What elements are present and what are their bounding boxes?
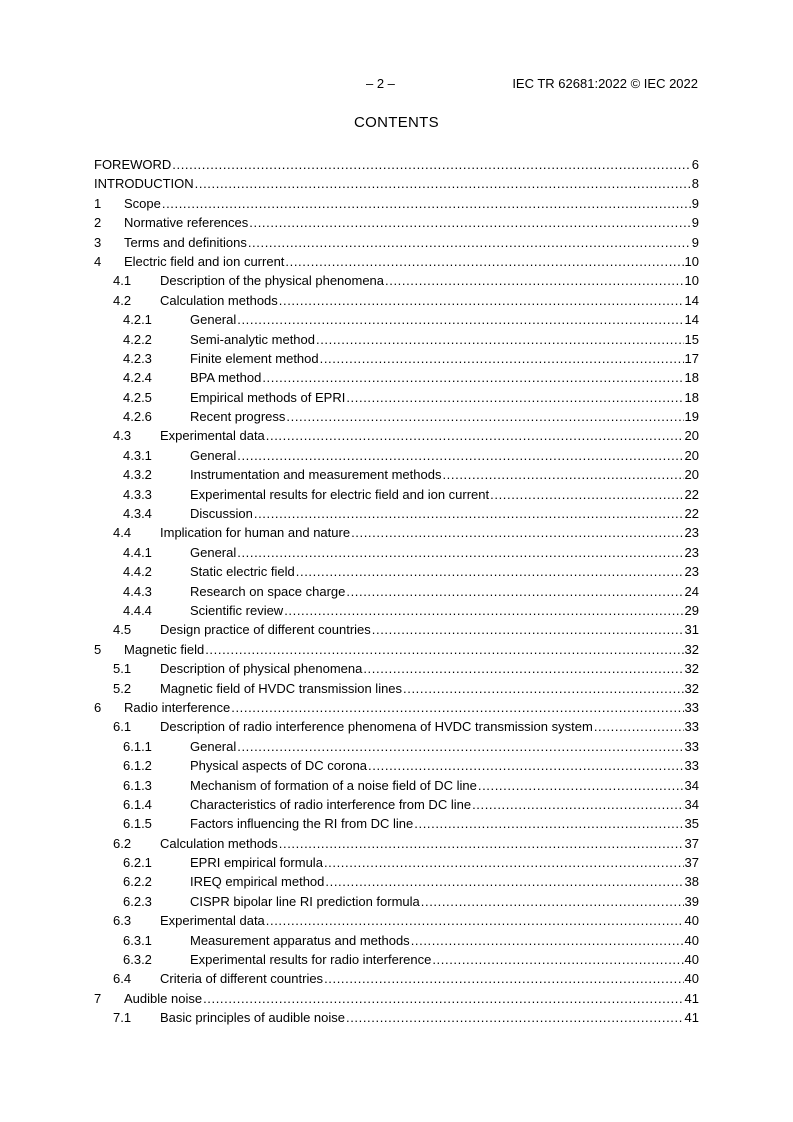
toc-entry-title: BPA method: [190, 370, 262, 386]
toc-entry-number: 6.3.1: [123, 932, 152, 948]
toc-entry-page: 9: [691, 215, 699, 231]
toc-entry-title: FOREWORD: [94, 157, 172, 172]
toc-entry-page: 32: [684, 680, 699, 696]
dot-leader: [285, 252, 683, 271]
dot-leader: [284, 601, 683, 620]
toc-entry-number: 2: [94, 215, 102, 231]
toc-entry-page: 22: [684, 506, 699, 522]
toc-entry-title: Audible noise: [124, 990, 203, 1006]
toc-entry-title: Semi-analytic method: [190, 331, 315, 347]
toc-entry-title: Electric field and ion current: [124, 253, 285, 269]
toc-entry-number: 5.2: [113, 680, 132, 696]
dot-leader: [385, 271, 684, 290]
toc-entry-title: Experimental results for radio interference: [190, 952, 432, 968]
dot-leader: [490, 485, 683, 504]
toc-entry-title: Calculation methods: [160, 292, 278, 308]
dot-leader: [346, 1008, 684, 1027]
toc-entry-number: 4.2.5: [123, 389, 152, 405]
toc-entry[interactable]: [94, 504, 699, 523]
toc-entry-page: 18: [684, 370, 699, 386]
toc-entry-page: 9: [691, 195, 699, 211]
toc-entry[interactable]: [94, 582, 699, 601]
toc-entry-page: 37: [684, 835, 699, 851]
dot-leader: [351, 523, 683, 542]
dot-leader: [472, 795, 683, 814]
toc-entry-number: 6.2.3: [123, 893, 152, 909]
toc-entry-page: 10: [684, 253, 699, 269]
toc-entry-page: 14: [684, 312, 699, 328]
toc-entry-number: 3: [94, 234, 102, 250]
table-of-contents: [94, 155, 699, 1028]
toc-entry-title: Basic principles of audible noise: [160, 1010, 345, 1026]
toc-entry[interactable]: [94, 388, 699, 407]
toc-entry-number: 4.2: [113, 292, 132, 308]
toc-entry-title: Discussion: [190, 506, 253, 522]
toc-entry-page: 20: [684, 447, 699, 463]
toc-entry-page: 40: [684, 913, 699, 929]
toc-entry-title: Mechanism of formation of a noise field of DC line: [190, 777, 477, 793]
dot-leader: [237, 310, 683, 329]
dot-leader: [248, 233, 691, 252]
toc-entry-page: 34: [684, 796, 699, 812]
toc-entry[interactable]: [94, 562, 699, 581]
toc-entry-number: 4.2.6: [123, 409, 152, 425]
dot-leader: [363, 659, 683, 678]
toc-entry-number: 7.1: [113, 1010, 132, 1026]
toc-entry[interactable]: [94, 330, 699, 349]
dot-leader: [432, 950, 683, 969]
toc-entry-page: 32: [684, 661, 699, 677]
toc-entry-title: EPRI empirical formula: [190, 855, 323, 871]
toc-entry-page: 32: [684, 641, 699, 657]
toc-entry-number: 4.4: [113, 525, 132, 541]
toc-entry-page: 15: [684, 331, 699, 347]
toc-entry[interactable]: [94, 233, 699, 252]
toc-entry[interactable]: [94, 349, 699, 368]
toc-entry[interactable]: [94, 795, 699, 814]
toc-entry-title: General: [190, 447, 237, 463]
toc-entry-title: Magnetic field of HVDC transmission lines: [160, 680, 403, 696]
dot-leader: [249, 213, 690, 232]
toc-entry-page: 41: [684, 1010, 699, 1026]
toc-entry-number: 6.1.2: [123, 758, 152, 774]
toc-entry[interactable]: [94, 407, 699, 426]
toc-entry-title: Description of physical phenomena: [160, 661, 363, 677]
dot-leader: [411, 931, 684, 950]
toc-entry-number: 6.2: [113, 835, 132, 851]
toc-entry-title: Experimental data: [160, 913, 265, 929]
toc-entry-number: 6: [94, 699, 102, 715]
toc-entry-page: 38: [684, 874, 699, 890]
toc-entry-page: 40: [684, 952, 699, 968]
toc-entry-number: 5: [94, 641, 102, 657]
toc-entry[interactable]: [94, 620, 699, 639]
toc-entry[interactable]: [94, 911, 699, 930]
dot-leader: [203, 989, 683, 1008]
toc-entry[interactable]: [94, 737, 699, 756]
toc-entry[interactable]: [94, 426, 699, 445]
dot-leader: [372, 620, 684, 639]
toc-entry-title: Radio interference: [124, 699, 231, 715]
toc-entry-number: 4.4.1: [123, 544, 152, 560]
toc-entry[interactable]: [94, 659, 699, 678]
dot-leader: [442, 465, 683, 484]
toc-entry-page: 10: [684, 273, 699, 289]
toc-entry-title: Description of radio interference phenomena of HVDC transmission system: [160, 719, 593, 735]
toc-entry-title: Terms and definitions: [124, 234, 247, 250]
toc-entry-page: 17: [684, 350, 699, 366]
toc-entry[interactable]: [94, 756, 699, 775]
toc-entry-page: 41: [684, 990, 699, 1006]
dot-leader: [237, 737, 683, 756]
toc-entry[interactable]: [94, 969, 699, 988]
toc-entry-title: Physical aspects of DC corona: [190, 758, 368, 774]
toc-entry-page: 20: [684, 428, 699, 444]
dot-leader: [254, 504, 684, 523]
dot-leader: [237, 446, 683, 465]
toc-entry[interactable]: [94, 717, 699, 736]
toc-entry[interactable]: [94, 872, 699, 891]
toc-entry-page: 6: [691, 157, 699, 172]
dot-leader: [346, 388, 683, 407]
toc-entry[interactable]: [94, 446, 699, 465]
toc-entry-number: 4.2.1: [123, 312, 152, 328]
toc-entry-title: Experimental data: [160, 428, 265, 444]
toc-entry-title: Design practice of different countries: [160, 622, 371, 638]
toc-entry-title: General: [190, 738, 237, 754]
toc-entry-title: Finite element method: [190, 350, 319, 366]
page-title: CONTENTS: [354, 114, 439, 131]
toc-entry-number: 4.2.4: [123, 370, 152, 386]
toc-entry-page: 23: [684, 525, 699, 541]
toc-entry-page: 33: [684, 758, 699, 774]
dot-leader: [205, 640, 683, 659]
dot-leader: [346, 582, 683, 601]
toc-entry-title: Empirical methods of EPRI: [190, 389, 346, 405]
toc-entry[interactable]: [94, 194, 699, 213]
toc-entry-page: 31: [684, 622, 699, 638]
toc-entry-number: 4.2.2: [123, 331, 152, 347]
toc-entry-number: 6.2.2: [123, 874, 152, 890]
toc-entry-title: IREQ empirical method: [190, 874, 325, 890]
toc-entry-number: 4.2.3: [123, 350, 152, 366]
dot-leader: [266, 911, 684, 930]
toc-entry-title: Instrumentation and measurement methods: [190, 467, 442, 483]
toc-entry-title: General: [190, 544, 237, 560]
toc-entry-title: Description of the physical phenomena: [160, 273, 385, 289]
toc-entry-number: 6.1.5: [123, 816, 152, 832]
dot-leader: [594, 717, 684, 736]
toc-entry[interactable]: [94, 698, 699, 717]
toc-entry[interactable]: [94, 601, 699, 620]
toc-entry[interactable]: [94, 640, 699, 659]
toc-entry-number: 6.2.1: [123, 855, 152, 871]
toc-entry-page: 40: [684, 971, 699, 987]
dot-leader: [172, 155, 690, 174]
toc-entry-title: Magnetic field: [124, 641, 205, 657]
toc-entry[interactable]: [94, 291, 699, 310]
toc-entry-number: 4.4.4: [123, 602, 152, 618]
toc-entry-number: 4.3.1: [123, 447, 152, 463]
toc-entry[interactable]: [94, 310, 699, 329]
toc-entry-page: 40: [684, 932, 699, 948]
dot-leader: [279, 834, 684, 853]
toc-entry-title: Scientific review: [190, 602, 284, 618]
toc-entry[interactable]: [94, 271, 699, 290]
toc-entry-page: 18: [684, 389, 699, 405]
toc-entry[interactable]: [94, 892, 699, 911]
toc-entry-page: 14: [684, 292, 699, 308]
dot-leader: [266, 426, 684, 445]
toc-entry[interactable]: [94, 368, 699, 387]
toc-entry-number: 1: [94, 195, 102, 211]
toc-entry-title: Characteristics of radio interference from DC line: [190, 796, 472, 812]
dot-leader: [403, 679, 683, 698]
toc-entry-page: 23: [684, 544, 699, 560]
dot-leader: [320, 349, 684, 368]
toc-entry-page: 33: [684, 738, 699, 754]
toc-entry-number: 6.1.1: [123, 738, 152, 754]
dot-leader: [368, 756, 684, 775]
toc-entry-number: 6.3: [113, 913, 132, 929]
dot-leader: [296, 562, 684, 581]
dot-leader: [324, 969, 683, 988]
toc-entry[interactable]: [94, 485, 699, 504]
toc-entry[interactable]: [94, 814, 699, 833]
toc-entry-number: 6.1.3: [123, 777, 152, 793]
dot-leader: [421, 892, 684, 911]
toc-entry-number: 4.4.3: [123, 583, 152, 599]
toc-entry-page: 39: [684, 893, 699, 909]
toc-entry-page: 20: [684, 467, 699, 483]
dot-leader: [478, 776, 684, 795]
toc-entry-title: Scope: [124, 195, 161, 211]
toc-entry[interactable]: [94, 174, 699, 193]
toc-entry-title: Implication for human and nature: [160, 525, 351, 541]
toc-entry[interactable]: [94, 950, 699, 969]
toc-entry-number: 5.1: [113, 661, 132, 677]
toc-entry-number: 6.4: [113, 971, 132, 987]
toc-entry-number: 4: [94, 253, 102, 269]
toc-entry[interactable]: [94, 213, 699, 232]
dot-leader: [279, 291, 684, 310]
toc-entry[interactable]: [94, 1008, 699, 1027]
toc-entry-title: Factors influencing the RI from DC line: [190, 816, 414, 832]
toc-entry-title: Recent progress: [190, 409, 286, 425]
dot-leader: [262, 368, 683, 387]
toc-entry-number: 6.3.2: [123, 952, 152, 968]
toc-entry[interactable]: [94, 989, 699, 1008]
toc-entry-title: Calculation methods: [160, 835, 278, 851]
toc-entry-number: 6.1: [113, 719, 132, 735]
toc-entry-page: 35: [684, 816, 699, 832]
toc-entry-page: 33: [684, 699, 699, 715]
toc-entry-number: 7: [94, 990, 102, 1006]
toc-entry-title: Static electric field: [190, 564, 295, 580]
toc-entry-title: Measurement apparatus and methods: [190, 932, 410, 948]
page-number: – 2 –: [366, 76, 395, 91]
toc-entry[interactable]: [94, 465, 699, 484]
toc-entry-page: 29: [684, 602, 699, 618]
toc-entry-number: 4.5: [113, 622, 132, 638]
toc-entry[interactable]: [94, 155, 699, 174]
toc-entry-title: CISPR bipolar line RI prediction formula: [190, 893, 420, 909]
toc-entry-title: Research on space charge: [190, 583, 346, 599]
toc-entry[interactable]: [94, 834, 699, 853]
dot-leader: [195, 174, 691, 193]
toc-entry-title: General: [190, 312, 237, 328]
toc-entry-title: Normative references: [124, 215, 249, 231]
dot-leader: [286, 407, 683, 426]
toc-entry-number: 4.3.3: [123, 486, 152, 502]
toc-entry-page: 24: [684, 583, 699, 599]
toc-entry-title: INTRODUCTION: [94, 176, 194, 192]
toc-entry[interactable]: [94, 252, 699, 271]
document-id: IEC TR 62681:2022 © IEC 2022: [512, 76, 698, 91]
toc-entry[interactable]: [94, 543, 699, 562]
toc-entry-page: 34: [684, 777, 699, 793]
toc-entry-page: 22: [684, 486, 699, 502]
toc-entry-number: 6.1.4: [123, 796, 152, 812]
toc-entry[interactable]: [94, 931, 699, 950]
toc-entry-number: 4.3: [113, 428, 132, 444]
toc-entry[interactable]: [94, 679, 699, 698]
toc-entry-number: 4.3.2: [123, 467, 152, 483]
dot-leader: [231, 698, 683, 717]
toc-entry-page: 9: [691, 234, 699, 250]
toc-entry-page: 8: [691, 176, 699, 192]
toc-entry-page: 23: [684, 564, 699, 580]
toc-entry[interactable]: [94, 523, 699, 542]
dot-leader: [324, 853, 684, 872]
dot-leader: [237, 543, 683, 562]
toc-entry-title: Criteria of different countries: [160, 971, 324, 987]
toc-entry-page: 19: [684, 409, 699, 425]
dot-leader: [162, 194, 691, 213]
dot-leader: [414, 814, 683, 833]
dot-leader: [316, 330, 684, 349]
toc-entry-number: 4.3.4: [123, 506, 152, 522]
toc-entry[interactable]: [94, 776, 699, 795]
toc-entry-page: 33: [684, 719, 699, 735]
toc-entry[interactable]: [94, 853, 699, 872]
toc-entry-number: 4.4.2: [123, 564, 152, 580]
dot-leader: [325, 872, 683, 891]
toc-entry-number: 4.1: [113, 273, 132, 289]
toc-entry-title: Experimental results for electric field and ion current: [190, 486, 490, 502]
toc-entry-page: 37: [684, 855, 699, 871]
